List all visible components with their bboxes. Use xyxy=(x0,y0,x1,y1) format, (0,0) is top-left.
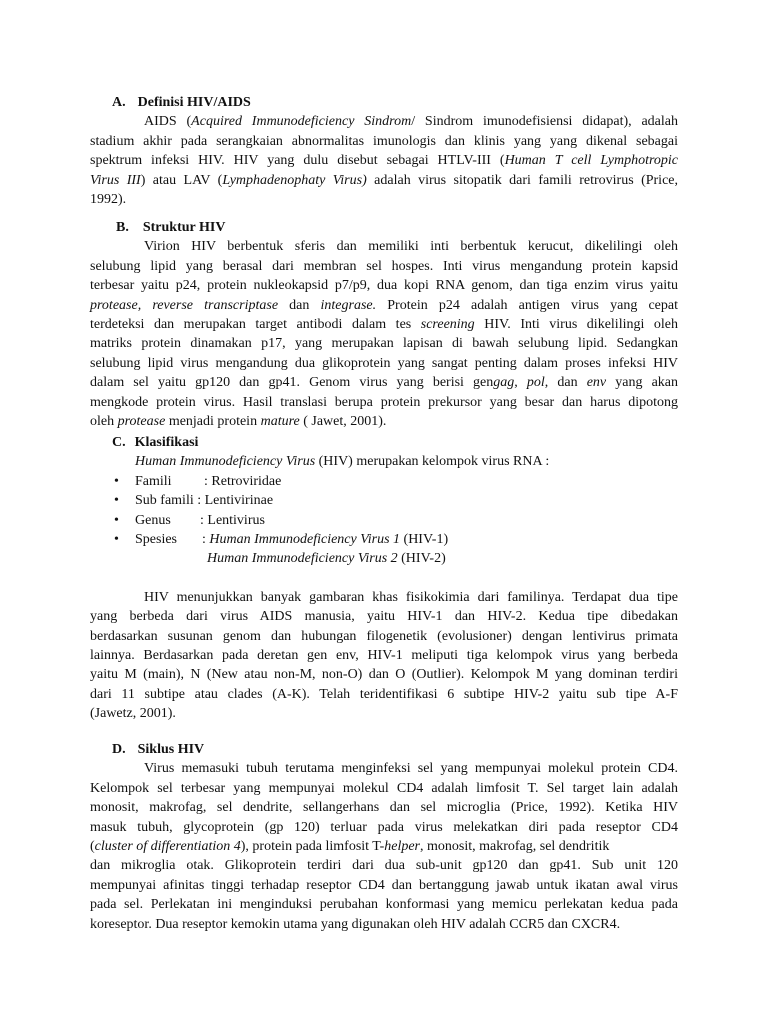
item-value: : Lentivirus xyxy=(200,512,265,528)
text-italic: helper xyxy=(384,839,420,855)
paragraph-line: pada sel. Perlekatan ini menginduksi perubahan konformasi yang memicu perlekatan kedua pada xyxy=(90,897,678,913)
paragraph-line: berdasarkan susunan genom dan hubungan filogenetik (evolusioner) dengan lentivirus primata xyxy=(90,628,678,644)
list-item xyxy=(90,511,678,530)
item-label: Genus xyxy=(135,512,171,528)
text: / Sindrom imunodefisiensi didapat), adalah xyxy=(411,114,678,130)
item-value: : Lentivirinae xyxy=(197,493,274,509)
text: , dan xyxy=(544,375,587,391)
text: (HIV) merupakan kelompok virus RNA : xyxy=(315,454,550,470)
list-item xyxy=(90,491,678,510)
section-heading xyxy=(90,93,678,112)
paragraph-line: Virus memasuki tubuh terutama menginfeksi sel yang mempunyai molekul protein CD4. xyxy=(144,761,678,777)
bullet-icon: • xyxy=(114,473,119,489)
paragraph-line: yaitu M (main), N (New atau non-M, non-O) dan O (Outlier). Kelompok M yang dominan terdiri xyxy=(90,667,678,683)
item-label: Sub famili xyxy=(135,493,194,509)
bullet-icon: • xyxy=(114,532,119,548)
paragraph-line xyxy=(90,837,678,856)
paragraph-line: dari 11 subtipe atau clades (A-K). Telah teridentifikasi 6 subtipe HIV-2 yaitu sub tipe A-F xyxy=(90,686,678,702)
paragraph-line: monosit, makrofag, sel dendrite, sellangerhans dan sel microglia (Price, 1992). Ketika HIV xyxy=(90,800,678,816)
section-title: Siklus HIV xyxy=(137,742,205,757)
paragraph-line: stadium akhir pada serangkaian abnormalitas imunologis dan klinis yang yang dikenal sebagai xyxy=(90,133,678,149)
text-italic: Virus III xyxy=(90,172,141,188)
text: , xyxy=(514,375,527,391)
text-italic: integrase. xyxy=(320,297,377,313)
section-title: Struktur HIV xyxy=(142,220,226,235)
text-italic: Human Immunodeficiency Virus 2 xyxy=(207,551,398,567)
text: AIDS ( xyxy=(144,114,192,130)
paragraph-line: lainnya. Berdasarkan pada deretan gen env, HIV-1 meliputi tiga kelompok virus yang berbeda xyxy=(90,648,678,664)
section-struktur xyxy=(90,218,678,431)
list-item xyxy=(90,472,678,491)
text-italic: screening xyxy=(420,317,475,333)
text-italic: protease xyxy=(117,414,166,430)
text-italic: Acquired Immunodeficiency Sindrom xyxy=(191,114,412,130)
text-italic: pol xyxy=(526,375,545,391)
paragraph-line: HIV menunjukkan banyak gambaran khas fisikokimia dari familinya. Terdapat dua tipe xyxy=(144,589,678,605)
section-definisi xyxy=(90,93,678,209)
section-heading xyxy=(90,218,678,237)
bullet-icon: • xyxy=(114,512,119,528)
text-italic: protease, reverse transcriptase xyxy=(90,297,279,313)
classification-list xyxy=(90,472,678,569)
paragraph-line xyxy=(90,112,678,131)
paragraph-line: selubung lipid yang berasal dari membran sel hospes. Inti virus mengandung protein kapsid xyxy=(90,258,678,274)
text: HIV. Inti virus dikelilingi oleh xyxy=(474,317,678,333)
paragraph-line: terbesar yaitu p24, protein nukleokapsid p7/p9, dua kopi RNA genom, dan tiga enzim virus yaitu xyxy=(90,278,678,294)
text: dalam sel yaitu gp120 dan gp41. Genom virus yang berisi gen xyxy=(90,375,494,391)
text-italic: gag xyxy=(493,375,515,391)
paragraph-line: koreseptor. Dua reseptor kemokin utama yang digunakan oleh HIV adalah CCR5 dan CXCR4. xyxy=(90,916,621,932)
text: menjadi protein xyxy=(165,414,261,430)
paragraph-line: yang berbeda dari virus AIDS manusia, yaitu HIV-1 dan HIV-2. Kedua tipe dibedakan xyxy=(90,609,678,625)
paragraph-line: selubung lipid virus mengandung dua glikoprotein yang sangat penting dalam proses infeksi HIV xyxy=(90,355,678,371)
paragraph-line: Virion HIV berbentuk sferis dan memiliki inti berbentuk kerucut, dikelilingi oleh xyxy=(144,239,678,255)
section-heading xyxy=(90,433,678,452)
section-klasifikasi xyxy=(90,433,678,724)
paragraph-line: mengkode protein virus. Hasil translasi berupa protein prekursor yang besar dan harus dipotong xyxy=(90,394,678,410)
paragraph-line xyxy=(90,373,678,392)
bullet-icon: • xyxy=(114,493,119,509)
paragraph-line: matriks protein dinamakan p17, yang merupakan lapisan di bawah selubung lipid. Sedangkan xyxy=(90,336,678,352)
item-label: Famili xyxy=(135,473,172,489)
text: dan xyxy=(278,297,321,313)
paragraph-line: 1992). xyxy=(90,192,127,208)
item-colon: : xyxy=(202,532,210,548)
paragraph-line: (Jawetz, 2001). xyxy=(90,706,176,722)
text: ), protein pada limfosit T- xyxy=(240,839,385,855)
text: yang akan xyxy=(606,375,678,391)
paragraph-line xyxy=(90,296,678,315)
text-italic: Human Immunodeficiency Virus xyxy=(135,454,316,470)
classification-intro xyxy=(90,452,678,471)
text: ( xyxy=(90,839,95,855)
section-siklus xyxy=(90,740,678,934)
text: oleh xyxy=(90,414,118,430)
section-title: Definisi HIV/AIDS xyxy=(137,95,251,110)
text: terdeteksi dan merupakan target antibodi dalam tes xyxy=(90,317,421,333)
text: ) atau LAV ( xyxy=(140,172,223,188)
list-item-continued xyxy=(90,549,678,568)
section-letter: B. xyxy=(116,220,129,235)
paragraph-line: dan mikroglia otak. Glikoprotein terdiri dari dua sub-unit gp120 dan gp41. Sub unit 120 xyxy=(90,858,678,874)
section-title: Klasifikasi xyxy=(134,435,199,450)
text: , monosit, makrofag, sel dendritik xyxy=(420,839,610,855)
text-italic: mature xyxy=(260,414,300,430)
paragraph-line: mempunyai afinitas tinggi terhadap reseptor CD4 dan bertanggung jawab untuk ikatan awal virus xyxy=(90,877,678,893)
text: spektrum infeksi HIV. HIV yang dulu disebut sebagai HTLV-III ( xyxy=(90,153,505,169)
list-item xyxy=(90,530,678,549)
text-italic: env xyxy=(586,375,607,391)
text: adalah virus sitopatik dari famili retrovirus (Price, xyxy=(366,172,679,188)
paragraph-line: Kelompok sel terbesar yang mempunyai molekul CD4 adalah limfosit T. Sel target lain adalah xyxy=(90,780,678,796)
paragraph-line xyxy=(90,412,678,431)
text: (HIV-2) xyxy=(397,551,446,567)
text: Protein p24 adalah antigen virus yang cepat xyxy=(376,297,679,313)
section-letter: D. xyxy=(112,742,126,757)
section-heading xyxy=(90,740,678,759)
item-value: : Retroviridae xyxy=(204,473,282,489)
section-letter: C. xyxy=(112,435,126,450)
spacer xyxy=(90,569,678,588)
text: ( Jawet, 2001). xyxy=(299,414,387,430)
text-italic: Human T cell Lymphotropic xyxy=(504,153,678,169)
paragraph-line: masuk tubuh, glycoprotein (gp 120) terluar pada virus melekatkan diri pada reseptor CD4 xyxy=(90,819,678,835)
text-italic: Human Immunodeficiency Virus 1 xyxy=(209,532,401,548)
text: (HIV-1) xyxy=(400,532,449,548)
text-italic: Lymphadenophaty Virus) xyxy=(222,172,367,188)
item-label: Spesies xyxy=(135,532,177,548)
paragraph-line xyxy=(90,315,678,334)
paragraph-line xyxy=(90,171,678,190)
text-italic: cluster of differentiation 4 xyxy=(94,839,241,855)
section-letter: A. xyxy=(112,95,126,110)
paragraph-line xyxy=(90,151,678,170)
